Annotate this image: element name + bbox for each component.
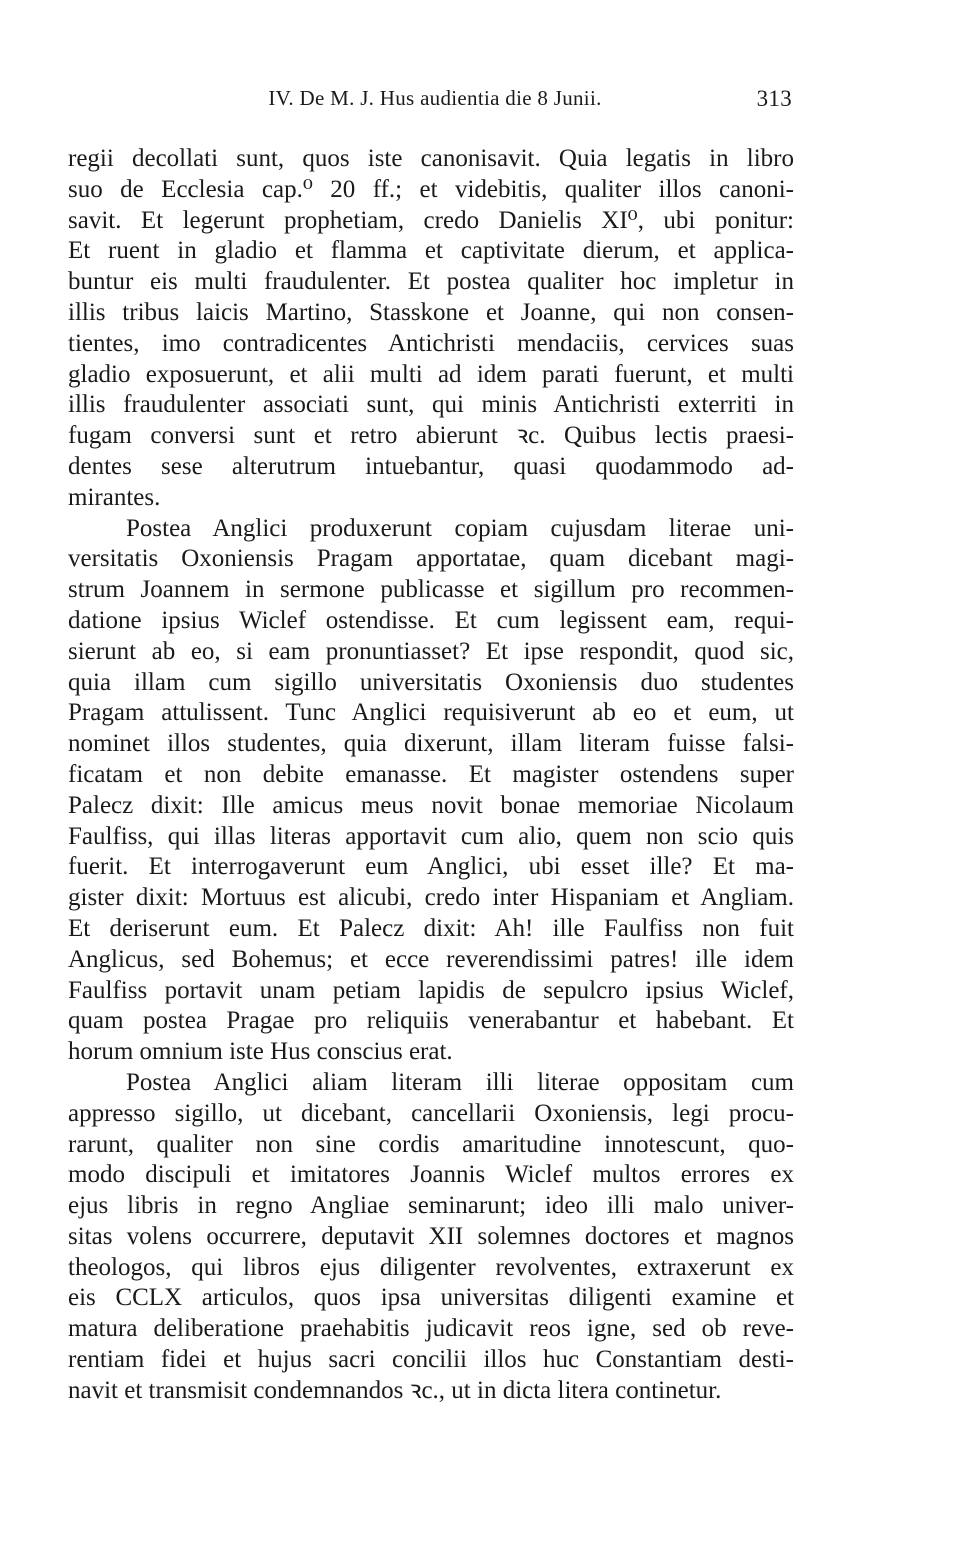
- text-line: dentes sese alterutrum intuebantur, quasi quodammodo ad-: [68, 452, 794, 480]
- text-line: mirantes.: [68, 483, 161, 511]
- text-line: appresso sigillo, ut dicebant, cancellarii Oxoniensis, legi procu-: [68, 1099, 794, 1127]
- text-line: matura deliberatione praehabitis judicavit reos igne, sed ob reve-: [68, 1315, 794, 1343]
- text-line: Faulfiss, qui illas literas apportavit cum alio, quem non scio quis: [68, 822, 794, 850]
- text-line: illis tribus laicis Martino, Stasskone et Joanne, qui non consen-: [68, 298, 794, 326]
- page-number: 313: [756, 86, 792, 111]
- text-line: fuerit. Et interrogaverunt eum Anglici, ubi esset ille? Et ma-: [68, 853, 794, 881]
- text-line: Palecz dixit: Ille amicus meus novit bonae memoriae Nicolaum: [68, 791, 794, 819]
- paragraph: [68, 514, 794, 1068]
- text-line: quam postea Pragae pro reliquiis venerabantur et habebant. Et: [68, 1007, 794, 1035]
- text-line: fugam conversi sunt et retro abierunt ꝛc. Quibus lectis praesi-: [68, 422, 794, 450]
- text-line: Postea Anglici aliam literam illi literae oppositam cum: [126, 1068, 794, 1096]
- text-line: horum omnium iste Hus conscius erat.: [68, 1038, 453, 1066]
- paragraph: [68, 144, 794, 514]
- running-title: IV. De M. J. Hus audientia die 8 Junii.: [268, 86, 602, 110]
- text-line: gister dixit: Mortuus est alicubi, credo inter Hispaniam et Angliam.: [68, 884, 794, 912]
- text-line: theologos, qui libros ejus diligenter revolventes, extraxerunt ex: [68, 1253, 794, 1281]
- text-line: ejus libris in regno Angliae seminarunt; ideo illi malo univer-: [68, 1192, 794, 1220]
- text-line: illis fraudulenter associati sunt, qui minis Antichristi exterriti in: [68, 391, 794, 419]
- paragraph: [68, 1068, 794, 1407]
- text-line: navit et transmisit condemnandos ꝛc., ut in dicta litera continetur.: [68, 1376, 722, 1404]
- text-line: eis CCLX articulos, quos ipsa universitas diligenti examine et: [68, 1284, 794, 1312]
- text-line: buntur eis multi fraudulenter. Et postea qualiter hoc impletur in: [68, 268, 794, 296]
- body-text: [68, 144, 794, 1407]
- text-line: versitatis Oxoniensis Pragam apportatae, quam dicebant magi-: [68, 545, 794, 573]
- text-line: modo discipuli et imitatores Joannis Wiclef multos errores ex: [68, 1161, 794, 1189]
- text-line: quia illam cum sigillo universitatis Oxoniensis duo studentes: [68, 668, 794, 696]
- running-head: [78, 86, 792, 120]
- text-line: suo de Ecclesia cap.⁰ 20 ff.; et videbitis, qualiter illos canoni-: [68, 175, 794, 203]
- text-line: ficatam et non debite emanasse. Et magister ostendens super: [68, 760, 794, 788]
- text-line: Et deriserunt eum. Et Palecz dixit: Ah! ille Faulfiss non fuit: [68, 914, 794, 942]
- text-line: Pragam attulissent. Tunc Anglici requisiverunt ab eo et eum, ut: [68, 699, 794, 727]
- text-line: rarunt, qualiter non sine cordis amaritudine innotescunt, quo-: [68, 1130, 794, 1158]
- text-line: tientes, imo contradicentes Antichristi mendaciis, cervices suas: [68, 329, 794, 357]
- text-line: datione ipsius Wiclef ostendisse. Et cum legissent eam, requi-: [68, 606, 794, 634]
- text-line: Anglicus, sed Bohemus; et ecce reverendissimi patres! ille idem: [68, 945, 794, 973]
- text-line: Faulfiss portavit unam petiam lapidis de sepulcro ipsius Wiclef,: [68, 976, 794, 1004]
- text-line: sitas volens occurrere, deputavit XII solemnes doctores et magnos: [68, 1222, 794, 1250]
- text-line: nominet illos studentes, quia dixerunt, illam literam fuisse falsi-: [68, 730, 794, 758]
- text-line: strum Joannem in sermone publicasse et sigillum pro recommen-: [68, 576, 794, 604]
- text-line: sierunt ab eo, si eam pronuntiasset? Et ipse respondit, quod sic,: [68, 637, 794, 665]
- text-line: savit. Et legerunt prophetiam, credo Danielis XI⁰, ubi ponitur:: [68, 206, 794, 234]
- text-line: regii decollati sunt, quos iste canonisavit. Quia legatis in libro: [68, 145, 794, 172]
- text-line: Postea Anglici produxerunt copiam cujusdam literae uni-: [126, 514, 794, 542]
- text-line: rentiam fidei et hujus sacri concilii illos huc Constantiam desti-: [68, 1346, 794, 1374]
- text-line: gladio exposuerunt, et alii multi ad idem parati fuerunt, et multi: [68, 360, 794, 388]
- text-line: Et ruent in gladio et flamma et captivitate dierum, et applica-: [68, 237, 794, 265]
